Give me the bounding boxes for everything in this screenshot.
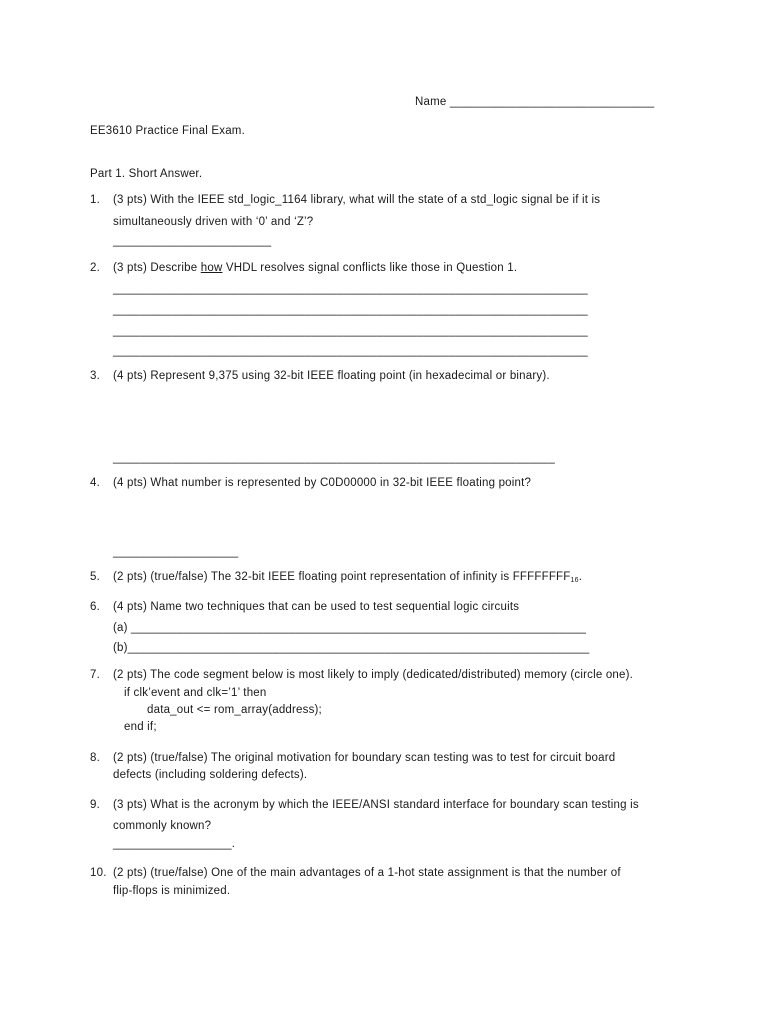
q9-answer-blank: __________________. bbox=[113, 838, 236, 850]
q8-text-cont: defects (including soldering defects). bbox=[113, 769, 308, 781]
q8-text: (2 pts) (true/false) The original motivation for boundary scan testing was to test for circuit board bbox=[113, 752, 616, 764]
q2-answer-line-3: ________________________________________________________________________ bbox=[113, 325, 588, 337]
q1-text: (3 pts) With the IEEE std_logic_1164 library, what will the state of a std_logic signal be if it is bbox=[113, 194, 601, 206]
part-heading: Part 1. Short Answer. bbox=[90, 168, 203, 180]
q6-number: 6. bbox=[90, 601, 100, 613]
name-field: Name _______________________________ bbox=[415, 96, 655, 108]
q6-text: (4 pts) Name two techniques that can be used to test sequential logic circuits bbox=[113, 601, 520, 613]
q3-text: (4 pts) Represent 9,375 using 32-bit IEEE floating point (in hexadecimal or binary). bbox=[113, 370, 550, 382]
q5-number: 5. bbox=[90, 571, 100, 583]
q4-number: 4. bbox=[90, 477, 100, 489]
q7-number: 7. bbox=[90, 669, 100, 681]
q7-text: (2 pts) The code segment below is most likely to imply (dedicated/distributed) memory (circle one). bbox=[113, 669, 634, 681]
q6-answer-b: (b)______________________________________________________________________ bbox=[113, 642, 590, 654]
q10-text-cont: flip-flops is minimized. bbox=[113, 885, 231, 897]
q7-code-line-1: if clk’event and clk=’1’ then bbox=[124, 687, 267, 699]
q1-number: 1. bbox=[90, 194, 100, 206]
q2-answer-line-2: ________________________________________________________________________ bbox=[113, 304, 588, 316]
q2-answer-line-4: ________________________________________________________________________ bbox=[113, 345, 588, 357]
q7-code-line-3: end if; bbox=[124, 721, 157, 733]
exam-title: EE3610 Practice Final Exam. bbox=[90, 125, 245, 137]
q10-number: 10. bbox=[90, 867, 107, 879]
q4-answer-blank: ___________________ bbox=[113, 546, 239, 558]
q5-text: (2 pts) (true/false) The 32-bit IEEE floating point representation of infinity is $FFFFFFFF_{16}$. bbox=[113, 571, 583, 584]
q9-text-cont: commonly known? bbox=[113, 820, 212, 832]
q10-text: (2 pts) (true/false) One of the main advantages of a 1-hot state assignment is that the number of bbox=[113, 867, 621, 879]
q2-emphasis: how bbox=[200, 262, 223, 274]
q3-number: 3. bbox=[90, 370, 100, 382]
q2-text: (3 pts) Describe how VHDL resolves signal conflicts like those in Question 1. bbox=[113, 262, 518, 274]
q6-answer-a: (a) _____________________________________________________________________ bbox=[113, 622, 587, 634]
q4-text: (4 pts) What number is represented by C0D00000 in 32-bit IEEE floating point? bbox=[113, 477, 532, 489]
q9-number: 9. bbox=[90, 799, 100, 811]
q5-subscript: 16 bbox=[570, 577, 579, 584]
q1-answer-blank: ________________________ bbox=[113, 235, 272, 247]
q3-answer-blank: ___________________________________________________________________ bbox=[113, 452, 555, 464]
q2-answer-line-1: ________________________________________________________________________ bbox=[113, 283, 588, 295]
q9-text: (3 pts) What is the acronym by which the IEEE/ANSI standard interface for boundary scan testing is bbox=[113, 799, 639, 811]
q2-number: 2. bbox=[90, 262, 100, 274]
q8-number: 8. bbox=[90, 752, 100, 764]
q1-text-cont: simultaneously driven with ‘0’ and ‘Z’? bbox=[113, 216, 314, 228]
q7-code-line-2: data_out <= rom_array(address); bbox=[147, 704, 322, 716]
